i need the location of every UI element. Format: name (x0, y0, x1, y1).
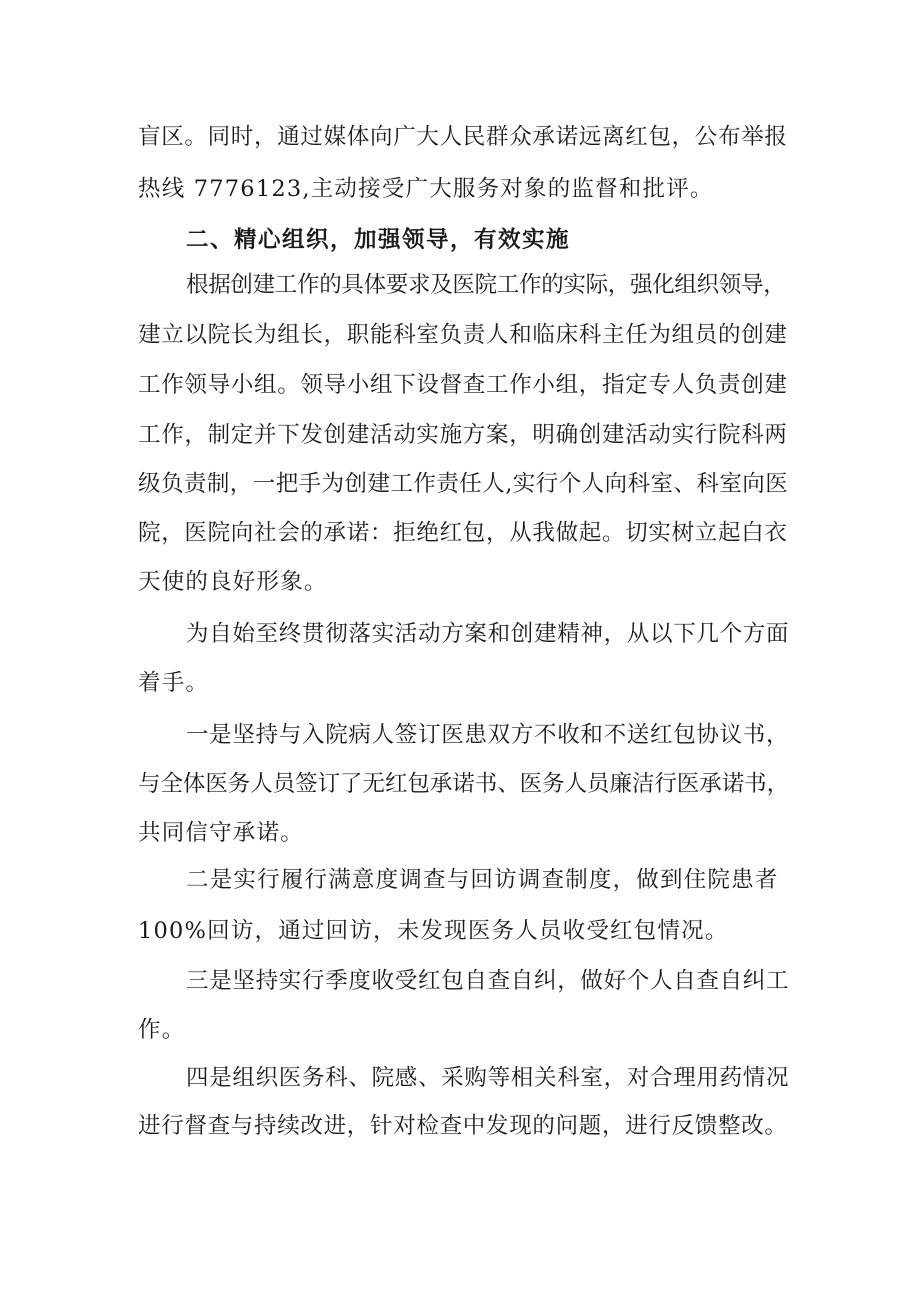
section-heading: 二、精心组织，加强领导，有效实施 (186, 227, 571, 253)
paragraph-line: 共同信守承诺。 (138, 820, 304, 846)
paragraph-line: 盲区。同时，通过媒体向广大人民群众承诺远离红包，公布举报 (138, 124, 788, 150)
paragraph-line: 三是坚持实行季度收受红包自查自纠，做好个人自查自纠工 (186, 968, 790, 994)
paragraph-line: 工作，制定并下发创建活动实施方案，明确创建活动实行院科两 (138, 422, 788, 448)
paragraph-line: 进行督查与持续改进，针对检查中发现的问题，进行反馈整改。 (138, 1113, 788, 1139)
paragraph-line: 工作领导小组。领导小组下设督查工作小组，指定专人负责创建 (138, 372, 788, 398)
paragraph-line: 二是实行履行满意度调查与回访调查制度，做到住院患者 (186, 867, 779, 893)
paragraph-line: 四是组织医务科、院感、采购等相关科室，对合理用药情况 (186, 1065, 790, 1091)
paragraph-line: 作。 (138, 1017, 186, 1043)
paragraph-line: 热线 7776123,主动接受广大服务对象的监督和批评。 (138, 176, 714, 202)
paragraph-line: 院，医院向社会的承诺：拒绝红包，从我做起。切实树立起白衣 (138, 520, 788, 546)
paragraph-line: 着手。 (138, 670, 210, 696)
paragraph-line: 天使的良好形象。 (138, 569, 328, 595)
paragraph-line: 根据创建工作的具体要求及医院工作的实际，强化组织领导， (186, 272, 786, 298)
paragraph-line: 与全体医务人员签订了无红包承诺书、医务人员廉洁行医承诺书， (138, 771, 790, 797)
paragraph-line: 一是坚持与入院病人签订医患双方不收和不送红包协议书， (186, 722, 790, 748)
paragraph-line: 建立以院长为组长，职能科室负责人和临床科主任为组员的创建 (138, 322, 788, 348)
paragraph-line: 100%回访，通过回访，未发现医务人员收受红包情况。 (138, 918, 729, 944)
paragraph-line: 为自始至终贯彻落实活动方案和创建精神，从以下几个方面 (186, 621, 790, 647)
paragraph-line: 级负责制，一把手为创建工作责任人,实行个人向科室、科室向医 (138, 471, 789, 497)
